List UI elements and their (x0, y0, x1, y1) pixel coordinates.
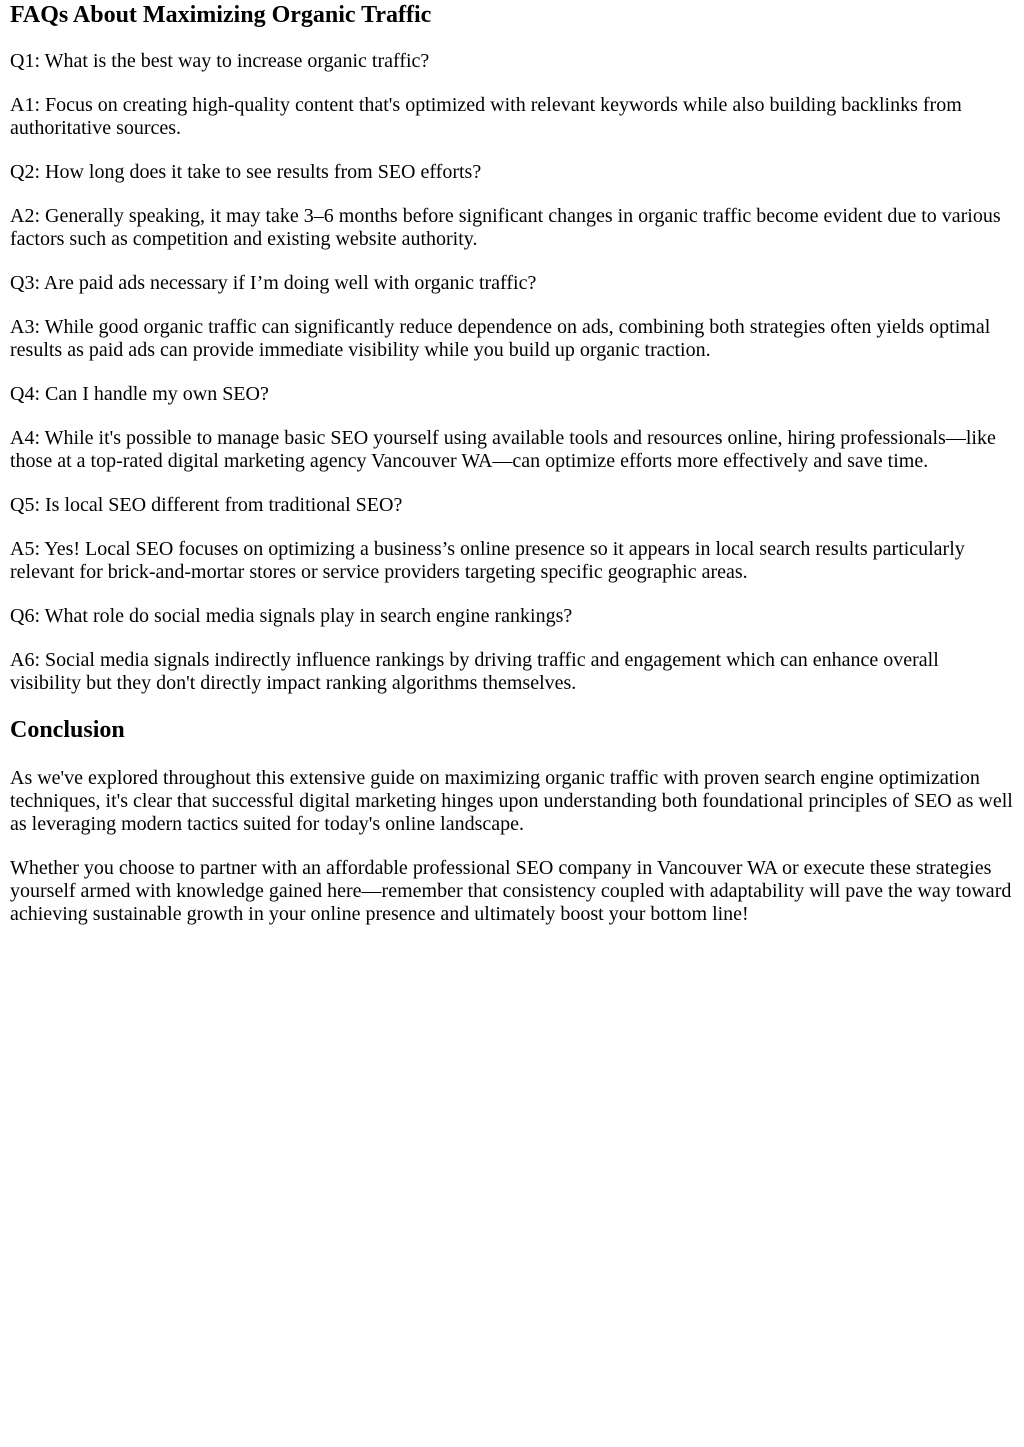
faq-question-3: Q3: Are paid ads necessary if I’m doing well with organic traffic? (10, 272, 537, 294)
faq-question-5: Q5: Is local SEO different from traditional SEO? (10, 494, 403, 516)
faq-question-6: Q6: What role do social media signals play in search engine rankings? (10, 605, 573, 627)
faq-answer-6: A6: Social media signals indirectly influence rankings by driving traffic and engagement which can enhance overall visibility but they don't directly impact ranking algorithms themselves. (10, 649, 939, 694)
document-page (0, 1, 1024, 926)
faq-answer-5: A5: Yes! Local SEO focuses on optimizing a business’s online presence so it appears in local search results particularly relevant for brick-and-mortar stores or service providers targeting specific geographic areas. (10, 538, 965, 583)
faq-heading: FAQs About Maximizing Organic Traffic (10, 2, 432, 28)
faq-answer-4: A4: While it's possible to manage basic SEO yourself using available tools and resources online, hiring professionals—like those at a top-rated digital marketing agency Vancouver WA—can optimize efforts more effectively and save time. (10, 427, 996, 472)
faq-answer-2: A2: Generally speaking, it may take 3–6 months before significant changes in organic traffic become evident due to various factors such as competition and existing website authority. (10, 205, 1001, 250)
conclusion-heading: Conclusion (10, 717, 125, 743)
conclusion-paragraph-2: Whether you choose to partner with an affordable professional SEO company in Vancouver WA or execute these strategies yourself armed with knowledge gained here—remember that consistency coupled with adaptability will pave the way toward achieving sustainable growth in your online presence and ultimately boost your bottom line! (10, 857, 1012, 925)
faq-answer-1: A1: Focus on creating high-quality content that's optimized with relevant keywords while also building backlinks from authoritative sources. (10, 94, 962, 139)
faq-question-4: Q4: Can I handle my own SEO? (10, 383, 269, 405)
faq-question-2: Q2: How long does it take to see results from SEO efforts? (10, 161, 482, 183)
conclusion-paragraph-1: As we've explored throughout this extensive guide on maximizing organic traffic with proven search engine optimization techniques, it's clear that successful digital marketing hinges upon understanding both foundational principles of SEO as well as leveraging modern tactics suited for today's online landscape. (10, 767, 1013, 835)
faq-question-1: Q1: What is the best way to increase organic traffic? (10, 50, 430, 72)
faq-answer-3: A3: While good organic traffic can significantly reduce dependence on ads, combining both strategies often yields optimal results as paid ads can provide immediate visibility while you build up organic traction. (10, 316, 991, 361)
